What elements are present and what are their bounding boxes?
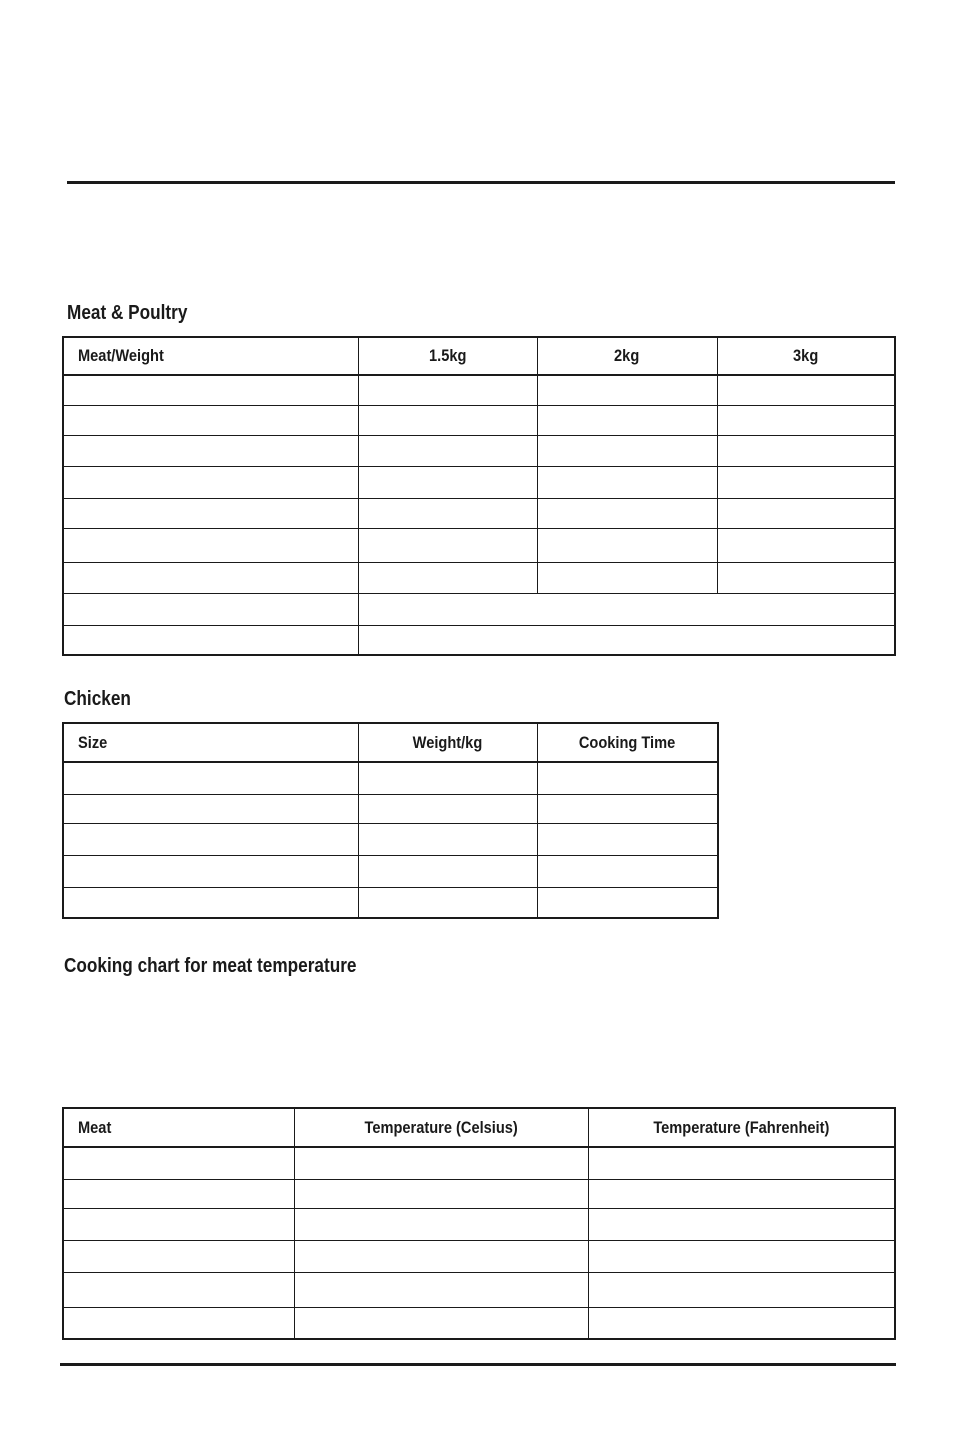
temperature-table: [62, 1107, 896, 1340]
table-row: [63, 1307, 895, 1339]
table-row: [63, 375, 895, 405]
table-row: [63, 855, 718, 887]
table-row: [63, 823, 718, 855]
table-row: [63, 794, 718, 823]
meat-poultry-header-meat-weight: Meat/Weight: [63, 337, 358, 375]
table-row: [63, 887, 718, 918]
meat-poultry-heading: Meat & Poultry: [67, 302, 188, 324]
meat-poultry-header-1-5kg: 1.5kg: [358, 337, 537, 375]
table-row: [63, 528, 895, 562]
table-row: [63, 625, 895, 655]
temperature-header-celsius: Temperature (Celsius): [294, 1108, 588, 1147]
chicken-header-cooking-time: Cooking Time: [537, 723, 718, 762]
table-row: [63, 1272, 895, 1307]
table-row: [63, 466, 895, 498]
temperature-header-meat: Meat: [63, 1108, 294, 1147]
chicken-header-weight: Weight/kg: [358, 723, 537, 762]
table-row: [63, 1179, 895, 1208]
meat-poultry-header-3kg: 3kg: [717, 337, 895, 375]
table-row: [63, 405, 895, 435]
table-row: [63, 593, 895, 625]
bottom-rule: [60, 1363, 896, 1366]
table-row: [63, 762, 718, 794]
top-rule: [67, 181, 895, 184]
table-row: [63, 1208, 895, 1240]
chicken-table: [62, 722, 719, 919]
table-row: [63, 435, 895, 466]
chicken-heading: Chicken: [64, 688, 131, 710]
meat-poultry-table: [62, 336, 896, 656]
table-row: [63, 1147, 895, 1179]
meat-poultry-header-2kg: 2kg: [537, 337, 717, 375]
table-row: [63, 562, 895, 593]
temperature-header-fahrenheit: Temperature (Fahrenheit): [588, 1108, 895, 1147]
temperature-heading: Cooking chart for meat temperature: [64, 955, 357, 977]
table-row: [63, 1240, 895, 1272]
chicken-header-size: Size: [63, 723, 358, 762]
table-row: [63, 498, 895, 528]
